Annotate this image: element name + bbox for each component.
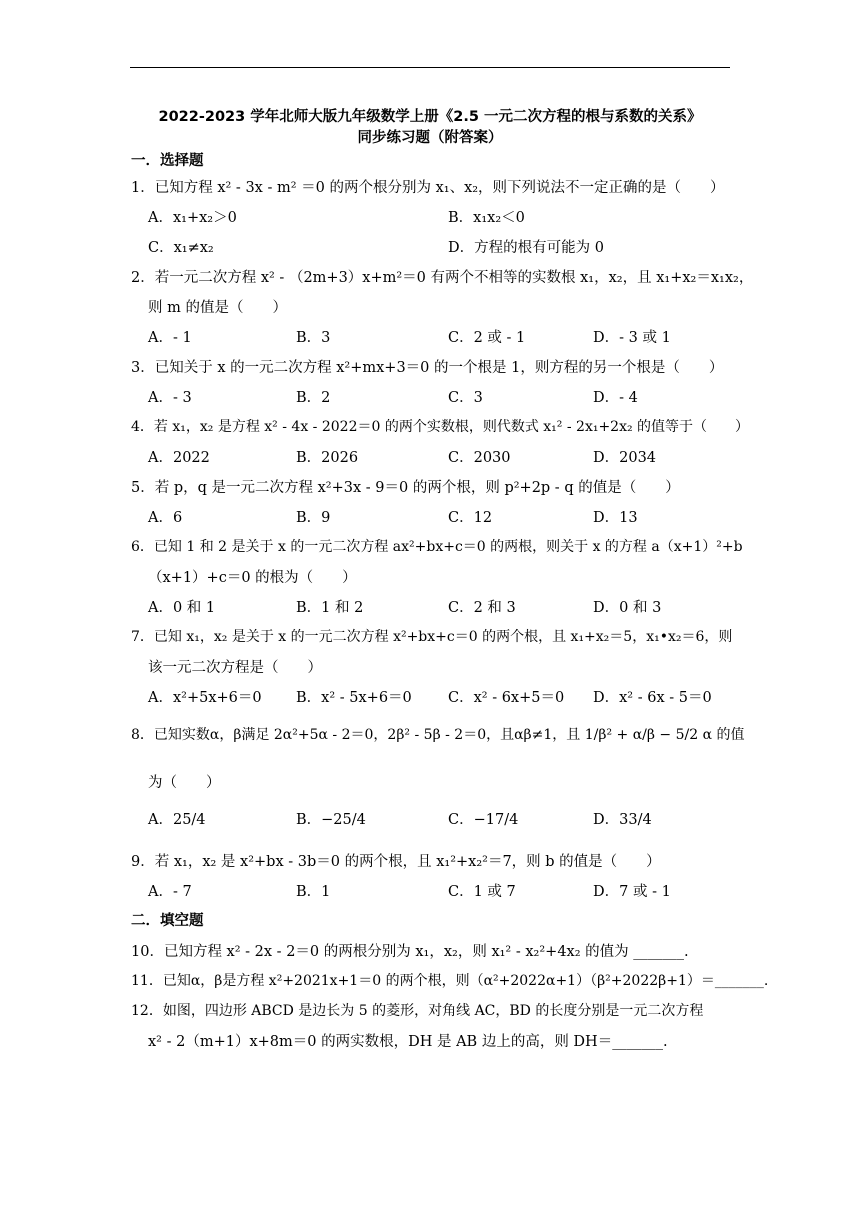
q6-option-d: D．0 和 3 xyxy=(593,600,662,616)
q5-option-a: A．6 xyxy=(148,510,183,526)
q7-option-d: D．x² ‑ 6x ‑ 5＝0 xyxy=(593,690,712,706)
q4-option-c: C．2030 xyxy=(448,450,511,466)
title-line-1: 2022-2023 学年北师大版九年级数学上册《2.5 一元二次方程的根与系数的关系》 xyxy=(158,109,702,125)
q9-stem: 9．若 x₁，x₂ 是 x²+bx ‑ 3b＝0 的两个根，且 x₁²+x₂²＝7，则 b 的值是（ ） xyxy=(131,854,661,870)
q4-option-b: B．2026 xyxy=(296,450,359,466)
q6-stem-line2: （x+1）+c＝0 的根为（ ） xyxy=(148,570,357,586)
q8-option-d: D．33/4 xyxy=(593,812,652,828)
q1-option-a: A．x₁+x₂＞0 xyxy=(148,210,237,226)
q12-stem-line1: 12．如图，四边形 ABCD 是边长为 5 的菱形，对角线 AC，BD 的长度分别是一元二次方程 xyxy=(131,1003,704,1019)
q1-option-c: C．x₁≠x₂ xyxy=(148,240,214,256)
q4-stem: 4．若 x₁，x₂ 是方程 x² ‑ 4x ‑ 2022＝0 的两个实数根，则代数式 x₁² ‑ 2x₁+2x₂ 的值等于（ ） xyxy=(131,419,750,435)
q11-stem: 11．已知α，β是方程 x²+2021x+1＝0 的两个根，则（α²+2022α+1）（β²+2022β+1）＝_______. xyxy=(131,973,769,989)
q8-option-b: B．−25/4 xyxy=(296,812,366,828)
q8-stem-line2: 为（ ） xyxy=(148,775,221,791)
q1-option-d: D．方程的根有可能为 0 xyxy=(448,240,604,256)
q12-stem-line2: x² ‑ 2（m+1）x+8m＝0 的两实数根，DH 是 AB 边上的高，则 DH＝_______. xyxy=(148,1034,668,1050)
q9-option-c: C．1 或 7 xyxy=(448,884,516,900)
q2-option-b: B．3 xyxy=(296,330,331,346)
q8-option-a: A．25/4 xyxy=(148,812,206,828)
section-choice-heading: 一．选择题 xyxy=(131,153,204,169)
q3-option-b: B．2 xyxy=(296,390,331,406)
q6-option-b: B．1 和 2 xyxy=(296,600,364,616)
q2-stem-line2: 则 m 的值是（ ） xyxy=(148,300,287,316)
q9-option-d: D．7 或 ‑ 1 xyxy=(593,884,671,900)
q9-option-a: A．‑ 7 xyxy=(148,884,192,900)
header-rule xyxy=(130,67,730,68)
q4-option-a: A．2022 xyxy=(148,450,210,466)
q2-stem-line1: 2．若一元二次方程 x² ‑ （2m+3）x+m²＝0 有两个不相等的实数根 x₁，x₂，且 x₁+x₂＝x₁x₂， xyxy=(131,270,754,286)
q9-option-b: B．1 xyxy=(296,884,331,900)
q5-option-c: C．12 xyxy=(448,510,493,526)
section-fill-heading: 二．填空题 xyxy=(131,913,204,929)
q5-option-d: D．13 xyxy=(593,510,638,526)
q3-option-c: C．3 xyxy=(448,390,483,406)
q2-option-d: D．‑ 3 或 1 xyxy=(593,330,671,346)
q1-stem: 1．已知方程 x² ‑ 3x ‑ m² ＝0 的两个根分别为 x₁、x₂，则下列说法不一定正确的是（ ） xyxy=(131,180,725,196)
q6-stem-line1: 6．已知 1 和 2 是关于 x 的一元二次方程 ax²+bx+c＝0 的两根，则关于 x 的方程 a（x+1）²+b xyxy=(131,539,743,555)
q6-option-c: C．2 和 3 xyxy=(448,600,516,616)
title-line-2: 同步练习题（附答案） xyxy=(357,130,503,146)
q5-option-b: B．9 xyxy=(296,510,331,526)
q6-option-a: A．0 和 1 xyxy=(148,600,216,616)
q10-stem: 10．已知方程 x² ‑ 2x ‑ 2＝0 的两根分别为 x₁，x₂，则 x₁² ‑ x₂²+4x₂ 的值为 _______. xyxy=(131,944,689,960)
q7-stem-line2: 该一元二次方程是（ ） xyxy=(148,660,322,676)
q7-option-a: A．x²+5x+6＝0 xyxy=(148,690,262,706)
q3-stem: 3．已知关于 x 的一元二次方程 x²+mx+3＝0 的一个根是 1，则方程的另一个根是（ ） xyxy=(131,360,724,376)
q1-option-b: B．x₁x₂＜0 xyxy=(448,210,525,226)
q7-option-b: B．x² ‑ 5x+6＝0 xyxy=(296,690,412,706)
q4-option-d: D．2034 xyxy=(593,450,657,466)
q2-option-a: A．‑ 1 xyxy=(148,330,192,346)
q5-stem: 5．若 p，q 是一元二次方程 x²+3x ‑ 9＝0 的两个根，则 p²+2p ‑ q 的值是（ ） xyxy=(131,480,680,496)
q8-option-c: C．−17/4 xyxy=(448,812,519,828)
q3-option-d: D．‑ 4 xyxy=(593,390,638,406)
q7-stem-line1: 7．已知 x₁，x₂ 是关于 x 的一元二次方程 x²+bx+c＝0 的两个根，且 x₁+x₂＝5，x₁•x₂＝6，则 xyxy=(131,629,733,645)
q2-option-c: C．2 或 ‑ 1 xyxy=(448,330,526,346)
q8-stem-line1: 8．已知实数α，β满足 2α²+5α ‑ 2＝0，2β² ‑ 5β ‑ 2＝0，且αβ≠1，且 1/β² + α/β − 5/2 α 的值 xyxy=(131,727,745,743)
q3-option-a: A．‑ 3 xyxy=(148,390,192,406)
q7-option-c: C．x² ‑ 6x+5＝0 xyxy=(448,690,565,706)
